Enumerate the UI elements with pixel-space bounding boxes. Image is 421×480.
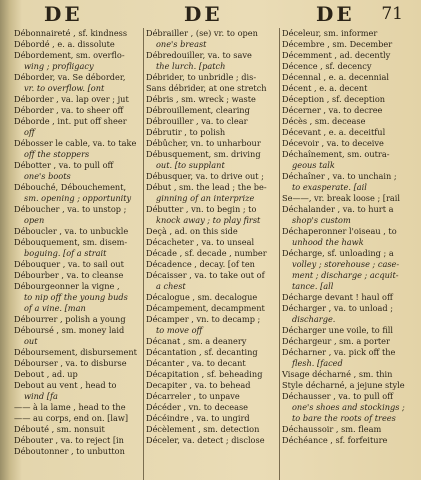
entry-line: Débonnaireté , sf. kindness — [14, 28, 128, 38]
entry-line: —— au corps, end on. [law] — [14, 413, 129, 423]
entry-line: Décarreler , to unpave — [146, 391, 240, 401]
entry-line: a chest — [156, 281, 186, 291]
entry-line: Se——, vr. break loose ; [rail — [282, 193, 401, 203]
entry-line: Décéder , vn. to decease — [146, 402, 249, 412]
entry-line: Débouter , va. to reject [in — [14, 435, 124, 445]
entry-line: to exasperate. [ail — [292, 182, 367, 192]
entry-line: boguing. [of a strait — [24, 248, 107, 258]
entry-line: flesh. [faced — [292, 358, 343, 368]
entry-line: out. [to supplant — [156, 160, 225, 170]
entry-line: Décéindre , va. to ungird — [146, 413, 250, 423]
running-head-right: DE — [316, 2, 355, 26]
column-rule — [279, 28, 280, 480]
entry-line: ment ; discharge ; acquit- — [292, 270, 399, 280]
columns — [0, 28, 421, 480]
entry-line: Décemment , ad. decently — [282, 50, 391, 60]
entry-line: Décacheter , va. to unseal — [146, 237, 255, 247]
entry-line: Décampement, decampment — [146, 303, 265, 313]
entry-line: Décamper , vn. to decamp ; — [146, 314, 261, 324]
entry-line: Déboursé , sm. money laid — [14, 325, 125, 335]
entry-line: Décalogue , sm. decalogue — [146, 292, 258, 302]
entry-line: Décès , sm. decease — [282, 116, 366, 126]
entry-line: Déchausser , va. to pull off — [282, 391, 394, 401]
entry-line: unhood the hawk — [292, 237, 364, 247]
entry-line: Débordé , e. a. dissolute — [14, 39, 115, 49]
entry-line: discharge. — [292, 314, 336, 324]
entry-line: Déchaussoir , sm. fleam — [282, 424, 382, 434]
entry-line: Décanat , sm. a deanery — [146, 336, 247, 346]
entry-line: Style décharné, a jejune style — [282, 380, 405, 390]
entry-line: open — [24, 215, 45, 225]
entry-line: Décaisser , va. to take out of — [146, 270, 265, 280]
entry-line: Décerner , va. to decree — [282, 105, 383, 115]
entry-line: Déborder , va. to sheer off — [14, 105, 124, 115]
entry-line: Déceler, va. detect ; disclose — [146, 435, 265, 445]
entry-line: Débosser le cable, va. to take — [14, 138, 137, 148]
column-2 — [146, 28, 278, 480]
entry-line: Décharger , va. to unload ; — [282, 303, 393, 313]
entry-line: of a vine. [man — [24, 303, 86, 313]
entry-line: Débourber , va. to cleanse — [14, 270, 124, 280]
entry-line: volley ; storehouse ; case- — [292, 259, 400, 269]
entry-line: Débouquement, sm. disem- — [14, 237, 128, 247]
entry-line: shop's custom — [292, 215, 351, 225]
entry-line: ginning of an interprize — [156, 193, 255, 203]
entry-line: Débotter , va. to pull off — [14, 160, 114, 170]
entry-line: Débordement, sm. overflo- — [14, 50, 125, 60]
entry-line: Décharge, sf. unloading ; a — [282, 248, 394, 258]
entry-line: Décembre , sm. December — [282, 39, 393, 49]
entry-line: Décharger une voile, to fill — [282, 325, 394, 335]
column-rule — [143, 28, 144, 480]
entry-line: Débourgeonner la vigne , — [14, 281, 120, 291]
entry-line: Décennal , e. a. decennial — [282, 72, 390, 82]
entry-line: to move off — [156, 325, 203, 335]
entry-line: Début , sm. the lead ; the be- — [146, 182, 267, 192]
entry-line: one's boots — [24, 171, 71, 181]
entry-line: Débusquer, va. to drive out ; — [146, 171, 264, 181]
entry-line: Sans débrider, at one stretch — [146, 83, 267, 93]
entry-line: Debout , ad. up — [14, 369, 78, 379]
page-header — [0, 0, 421, 28]
entry-line: one's shoes and stockings ; — [292, 402, 405, 412]
entry-line: Débourrer , polish a young — [14, 314, 126, 324]
entry-line: Débûcher, vn. to unharbour — [146, 138, 261, 148]
entry-line: tance. [all — [292, 281, 334, 291]
entry-line: Décharge devant ! haul off — [282, 292, 393, 302]
entry-line: sm. opening ; opportunity — [24, 193, 132, 203]
entry-line: one's breast — [156, 39, 207, 49]
entry-line: Décade , sf. decade , number — [146, 248, 267, 258]
entry-line: Déborder , va. lap over ; jut — [14, 94, 129, 104]
entry-line: to nip off the young buds — [24, 292, 128, 302]
entry-line: Déchaîner , va. to unchain ; — [282, 171, 397, 181]
entry-line: Déboursement, disbursement — [14, 347, 137, 357]
entry-line: knock away ; to play first — [156, 215, 261, 225]
running-head-middle: DE — [184, 2, 223, 26]
entry-line: the lurch. [patch — [156, 61, 226, 71]
entry-line: Décharner , va. pick off the — [282, 347, 396, 357]
entry-line: Débrouiller , va. to clear — [146, 116, 248, 126]
entry-line: Décent , e. a. decent — [282, 83, 368, 93]
entry-line: Décevant , e. a. deceitful — [282, 127, 386, 137]
column-3 — [282, 28, 416, 480]
entry-line: out — [24, 336, 38, 346]
entry-line: Débrailler , (se) vr. to open — [146, 28, 258, 38]
entry-line: Débris , sm. wreck ; waste — [146, 94, 256, 104]
entry-line: Decapiter , va. to behead — [146, 380, 251, 390]
entry-line: Décadence , decay. [of ten — [146, 259, 255, 269]
entry-line: Déboucher , va. to unstop ; — [14, 204, 127, 214]
entry-line: Décapitation , sf. beheading — [146, 369, 263, 379]
entry-line: Déboucler , va. to unbuckle — [14, 226, 129, 236]
entry-line: Débouché, Débouchement, — [14, 182, 127, 192]
entry-line: Déception , sf. deception — [282, 94, 386, 104]
entry-line: Déboutonner , to unbutton — [14, 446, 125, 456]
entry-line: Visage décharné , sm. thin — [282, 369, 393, 379]
running-head-left: DE — [44, 2, 83, 26]
entry-line: Débusquement, sm. driving — [146, 149, 261, 159]
entry-line: off — [24, 127, 35, 137]
entry-line: Déchaperonner l'oiseau , to — [282, 226, 397, 236]
entry-line: wind [fa — [24, 391, 58, 401]
entry-line: Débourser , va. to disburse — [14, 358, 127, 368]
entry-line: Déborde , int. put off sheer — [14, 116, 127, 126]
entry-line: to bare the roots of trees — [292, 413, 396, 423]
entry-line: Déchéance , sf. forfeiture — [282, 435, 388, 445]
entry-line: Décantation , sf. decanting — [146, 347, 258, 357]
entry-line: Débrutir , to polish — [146, 127, 226, 137]
entry-line: wing ; profligacy — [24, 61, 94, 71]
entry-line: vr. to overflow. [ont — [24, 83, 105, 93]
entry-line: Déchargeur , sm. a porter — [282, 336, 390, 346]
entry-line: Déborder, va. Se déborder, — [14, 72, 126, 82]
entry-line: Décanter , va. to decant — [146, 358, 246, 368]
entry-line: Debout au vent , head to — [14, 380, 117, 390]
entry-line: Décèlement , sm. detection — [146, 424, 260, 434]
entry-line: Décevoir , va. to deceive — [282, 138, 384, 148]
entry-line: Déchaînement, sm. outra- — [282, 149, 390, 159]
entry-line: Déchalander , va. to hurt a — [282, 204, 394, 214]
entry-line: off the stoppers — [24, 149, 90, 159]
entry-line: Deçà , ad. on this side — [146, 226, 238, 236]
entry-line: Déceleur, sm. informer — [282, 28, 378, 38]
entry-line: —— à la lame , head to the — [14, 402, 126, 412]
entry-line: Débouté , sm. nonsuit — [14, 424, 105, 434]
entry-line: Décence , sf. decency — [282, 61, 372, 71]
entry-line: Débutter , vn. to begin ; to — [146, 204, 257, 214]
entry-line: Débrider, to unbridle ; dis- — [146, 72, 257, 82]
page-number: 71 — [381, 4, 403, 24]
column-1 — [14, 28, 142, 480]
entry-line: geous talk — [292, 160, 335, 170]
entry-line: Débredouiller, va. to save — [146, 50, 252, 60]
entry-line: Débrouillement, clearing — [146, 105, 250, 115]
entry-line: Débouquer , va. to sail out — [14, 259, 124, 269]
